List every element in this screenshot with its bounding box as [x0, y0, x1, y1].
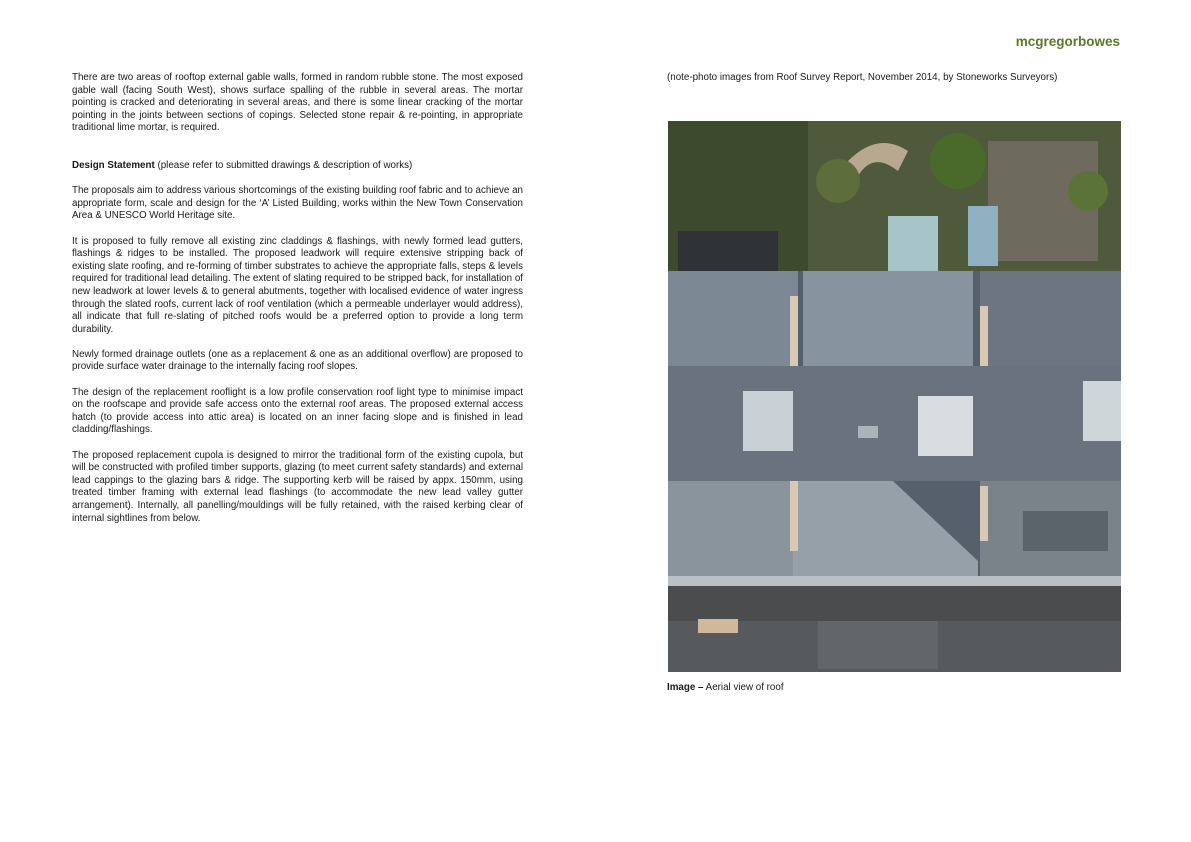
design-statement-heading: Design Statement: [72, 159, 155, 171]
photo-source-note: (note-photo images from Roof Survey Report, November 2014, by Stoneworks Surveyors): [667, 72, 1058, 83]
design-statement-subtitle: (please refer to submitted drawings & description of works): [154, 159, 413, 171]
body-text-column: [72, 72, 523, 538]
gable-walls-paragraph: There are two areas of rooftop external gable walls, formed in random rubble stone. The most exposed gable wall (facing South West), shows surface spalling of the rubble in several areas. The mortar pointing is cracked and deteriorating in several areas, and there is some linear cracking of the mortar pointing in the joints between sections of copings. Selected stone repair & re-pointing, in appropriate traditional lime mortar, is required.: [72, 72, 523, 134]
caption-label: Image –: [667, 682, 704, 693]
photo-caption: [667, 682, 784, 695]
aerial-roof-photo: [668, 121, 1121, 672]
zinc-removal-paragraph: It is proposed to fully remove all existing zinc claddings & flashings, with newly formed lead gutters, flashings & ridges to be installed. The proposed leadwork will require extensive stripping back of existing slate roofing, and re-forming of timber substrates to achieve the appropriate falls, steps & levels required for traditional lead detailing. The extent of slating required to be stripped back, for installation of new leadwork at lower levels & to general abutments, together with localised evidence of water ingress through the slated roofs, current lack of roof ventilation (which a permeable underlayer would address), all indicate that full re-slating of pitched roofs would be a preferred option to provide a long term durability.: [72, 235, 523, 335]
proposals-paragraph: The proposals aim to address various shortcomings of the existing building roof fabric and to achieve an appropriate form, scale and design for the ‘A’ Listed Building, works within the New Town Conservation Area & UNESCO World Heritage site.: [72, 185, 523, 222]
caption-text: Aerial view of roof: [703, 682, 784, 693]
rooflight-paragraph: The design of the replacement rooflight is a low profile conservation roof light type to minimise impact on the roofscape and provide safe access onto the external roof areas. The proposed external access hatch (to provide access into attic area) is located on an inner facing slope and is finished in lead cladding/flashings.: [72, 386, 523, 436]
cupola-paragraph: The proposed replacement cupola is designed to mirror the traditional form of the existing cupola, but will be constructed with profiled timber supports, glazing (to meet current safety standards) and external lead cappings to the glazing bars & ridge. The supporting kerb will be raised by appx. 150mm, using treated timber framing with external lead flashings (to accommodate the new lead valley gutter arrangement). Internally, all panelling/mouldings will be fully retained, with the raised kerbing clear of internal sightlines from below.: [72, 449, 523, 524]
drainage-paragraph: Newly formed drainage outlets (one as a replacement & one as an additional overflow) are proposed to provide surface water drainage to the internally facing roof slopes.: [72, 348, 523, 373]
brand-name: mcgregorbowes: [1015, 34, 1120, 49]
design-statement-heading-line: [72, 160, 523, 173]
